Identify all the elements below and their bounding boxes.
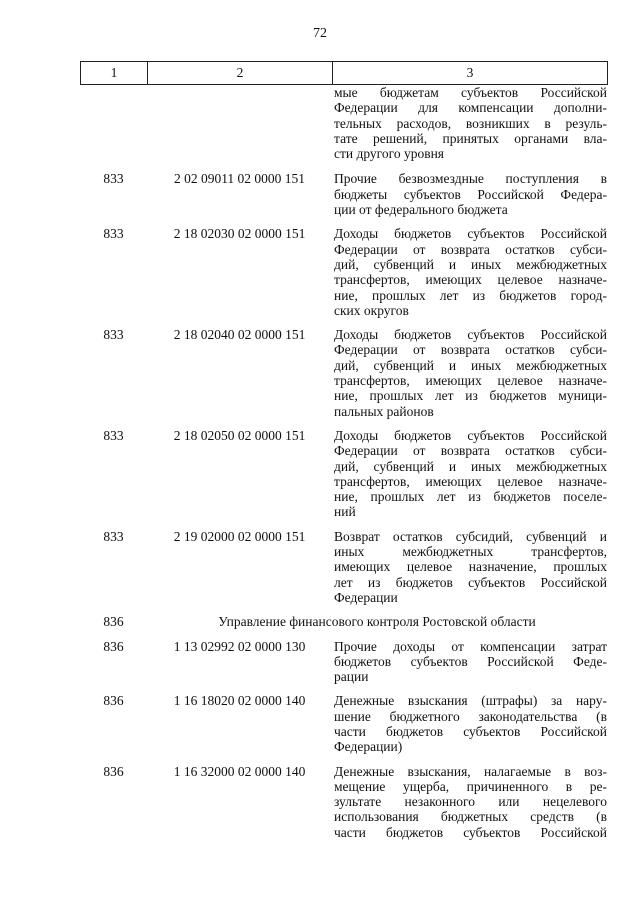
description-line: Федерации от возврата остатков субси- <box>334 443 607 459</box>
table-row <box>80 529 607 605</box>
description-line: Федерации от возврата остатков субси- <box>334 342 607 358</box>
table-body <box>80 85 607 849</box>
description-line: пальных районов <box>334 403 434 419</box>
table-row <box>80 639 607 685</box>
description-line: части бюджетов субъектов Российской <box>334 723 607 739</box>
income-description <box>332 428 607 520</box>
budget-classification-code: 2 18 02040 02 0000 151 <box>173 327 306 343</box>
income-description <box>332 226 607 318</box>
admin-code: 833 <box>103 427 124 443</box>
description-line: Прочие безвозмездные поступления в <box>334 171 607 187</box>
income-description <box>332 171 607 217</box>
header-col-2: 2 <box>148 62 333 85</box>
description-line: Доходы бюджетов субъектов Российской <box>334 427 607 443</box>
income-description <box>332 639 607 685</box>
description-line: Федерации) <box>334 739 403 755</box>
budget-classification-code: 2 19 02000 02 0000 151 <box>173 528 306 544</box>
description-line: мещение ущерба, причиненного в ре- <box>334 778 607 794</box>
description-line: тате решений, принятых органами вла- <box>334 130 607 146</box>
description-line: Прочие доходы от компенсации затрат <box>334 638 607 654</box>
description-line: мые бюджетам субъектов Российской <box>334 85 607 100</box>
description-line: Возврат остатков субсидий, субвенций и <box>334 528 607 544</box>
budget-classification-code: 2 18 02030 02 0000 151 <box>173 226 306 242</box>
description-line: Денежные взыскания (штрафы) за нару- <box>334 693 607 709</box>
description-line: части бюджетов субъектов Российской <box>334 824 607 840</box>
table-row <box>80 693 607 754</box>
description-line: Денежные взыскания, налагаемые в воз- <box>334 763 607 779</box>
header-col-3: 3 <box>333 62 608 85</box>
description-line: использования бюджетных средств (в <box>334 809 607 825</box>
income-description <box>332 327 607 419</box>
description-line: трансфертов, имеющих целевое назначе- <box>334 473 607 489</box>
admin-code: 836 <box>103 614 124 630</box>
table-header <box>80 61 608 85</box>
description-line: бюджеты субъектов Российской Федера- <box>334 186 607 202</box>
budget-classification-code: 2 18 02050 02 0000 151 <box>173 427 306 443</box>
admin-code: 836 <box>103 763 124 779</box>
description-line: Федерации от возврата остатков субси- <box>334 241 607 257</box>
admin-code: 833 <box>103 171 124 187</box>
admin-code: 833 <box>103 528 124 544</box>
description-line: Федерации для компенсации дополни- <box>334 100 607 116</box>
description-line: иных межбюджетных трансфертов, <box>334 544 607 560</box>
income-description <box>332 85 607 161</box>
description-line: дий, субвенций и иных межбюджетных <box>334 458 607 474</box>
admin-code: 833 <box>103 327 124 343</box>
income-description <box>332 764 607 840</box>
section-row <box>80 614 607 629</box>
header-col-1: 1 <box>81 62 148 85</box>
table-row <box>80 327 607 419</box>
page-number: 72 <box>313 26 327 41</box>
description-line: дий, субвенций и иных межбюджетных <box>334 357 607 373</box>
description-line: лет из бюджетов субъектов Российской <box>334 574 607 590</box>
table-row <box>80 764 607 840</box>
description-line: имеющих целевое назначение, прошлых <box>334 559 607 575</box>
description-line: ние, прошлых лет из бюджетов муници- <box>334 388 607 404</box>
budget-classification-code: 2 02 09011 02 0000 151 <box>173 171 306 187</box>
admin-code: 833 <box>103 226 124 242</box>
table-row <box>80 85 607 161</box>
description-line: рации <box>334 669 369 685</box>
table-row <box>80 171 607 217</box>
description-line: ции от федерального бюджета <box>334 202 508 218</box>
description-line: ний <box>334 504 356 520</box>
income-description <box>332 529 607 605</box>
admin-code: 836 <box>103 693 124 709</box>
budget-classification-code: 1 16 18020 02 0000 140 <box>173 693 306 709</box>
description-line: Доходы бюджетов субъектов Российской <box>334 327 607 343</box>
description-line: трансфертов, имеющих целевое назначе- <box>334 272 607 288</box>
description-line: бюджетов субъектов Российской Феде- <box>334 653 607 669</box>
description-line: ние, прошлых лет из бюджетов поселе- <box>334 489 607 505</box>
table-row <box>80 428 607 520</box>
description-line: Федерации <box>334 589 398 605</box>
table-row <box>80 226 607 318</box>
description-line: трансфертов, имеющих целевое назначе- <box>334 373 607 389</box>
description-line: тельных расходов, возникших в резуль- <box>334 115 607 131</box>
description-line: Доходы бюджетов субъектов Российской <box>334 226 607 242</box>
budget-classification-code: 1 13 02992 02 0000 130 <box>173 638 306 654</box>
description-line: дий, субвенций и иных межбюджетных <box>334 256 607 272</box>
admin-code: 836 <box>103 638 124 654</box>
section-title: Управление финансового контроля Ростовской области <box>218 614 536 630</box>
income-description <box>332 693 607 754</box>
description-line: зультате незаконного или нецелевого <box>334 794 607 810</box>
description-line: ние, прошлых лет из бюджетов город- <box>334 287 607 303</box>
budget-classification-code: 1 16 32000 02 0000 140 <box>173 763 306 779</box>
description-line: ских округов <box>334 302 409 318</box>
description-line: шение бюджетного законодательства (в <box>334 708 607 724</box>
description-line: сти другого уровня <box>334 146 445 162</box>
